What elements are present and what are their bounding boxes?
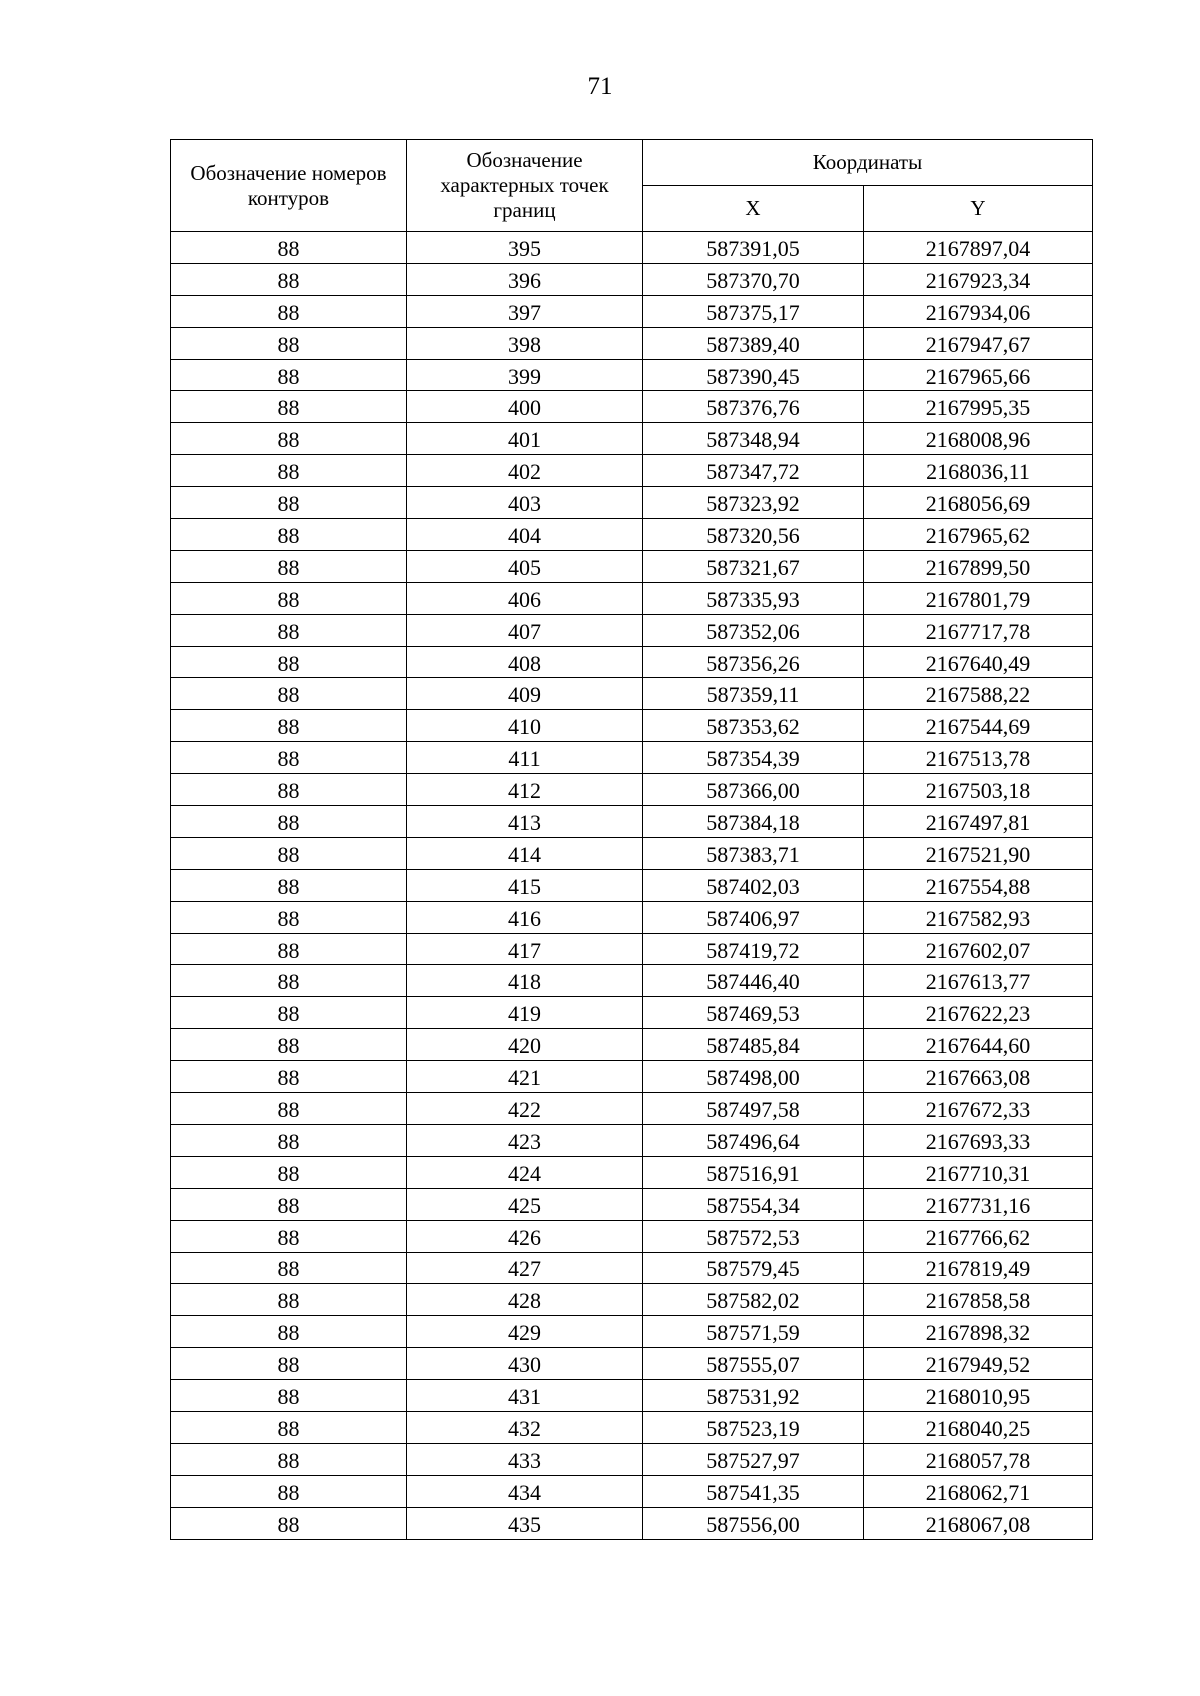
cell-contour: 88	[171, 295, 407, 327]
header-boundary-points: Обозначение характерных точек границ	[407, 140, 643, 232]
cell-contour: 88	[171, 1380, 407, 1412]
cell-point: 427	[407, 1252, 643, 1284]
cell-contour: 88	[171, 327, 407, 359]
cell-contour: 88	[171, 1061, 407, 1093]
cell-contour: 88	[171, 710, 407, 742]
cell-x: 587469,53	[643, 997, 864, 1029]
cell-x: 587555,07	[643, 1348, 864, 1380]
table-row	[171, 487, 1093, 519]
cell-point: 409	[407, 678, 643, 710]
cell-point: 399	[407, 359, 643, 391]
table-row	[171, 869, 1093, 901]
cell-y: 2167693,33	[864, 1124, 1093, 1156]
cell-x: 587406,97	[643, 901, 864, 933]
cell-contour: 88	[171, 263, 407, 295]
coordinates-table	[170, 139, 1093, 1540]
cell-x: 587366,00	[643, 774, 864, 806]
cell-x: 587554,34	[643, 1188, 864, 1220]
cell-y: 2167949,52	[864, 1348, 1093, 1380]
cell-x: 587485,84	[643, 1029, 864, 1061]
cell-point: 423	[407, 1124, 643, 1156]
cell-contour: 88	[171, 869, 407, 901]
cell-x: 587402,03	[643, 869, 864, 901]
cell-y: 2167521,90	[864, 837, 1093, 869]
cell-contour: 88	[171, 232, 407, 264]
cell-contour: 88	[171, 997, 407, 1029]
cell-contour: 88	[171, 646, 407, 678]
cell-point: 414	[407, 837, 643, 869]
cell-y: 2168056,69	[864, 487, 1093, 519]
table-row	[171, 646, 1093, 678]
cell-contour: 88	[171, 1507, 407, 1539]
cell-y: 2167672,33	[864, 1093, 1093, 1125]
cell-point: 404	[407, 519, 643, 551]
table-row	[171, 678, 1093, 710]
table-row	[171, 710, 1093, 742]
cell-point: 433	[407, 1443, 643, 1475]
table-row	[171, 1220, 1093, 1252]
table-row	[171, 1475, 1093, 1507]
cell-point: 426	[407, 1220, 643, 1252]
table-row	[171, 1061, 1093, 1093]
cell-point: 421	[407, 1061, 643, 1093]
table-row	[171, 774, 1093, 806]
table-row	[171, 806, 1093, 838]
cell-y: 2167899,50	[864, 550, 1093, 582]
cell-x: 587556,00	[643, 1507, 864, 1539]
cell-contour: 88	[171, 1348, 407, 1380]
cell-x: 587497,58	[643, 1093, 864, 1125]
cell-y: 2167766,62	[864, 1220, 1093, 1252]
table-row	[171, 1124, 1093, 1156]
cell-y: 2168057,78	[864, 1443, 1093, 1475]
cell-point: 429	[407, 1316, 643, 1348]
cell-y: 2167965,62	[864, 519, 1093, 551]
cell-contour: 88	[171, 678, 407, 710]
cell-x: 587498,00	[643, 1061, 864, 1093]
cell-y: 2167613,77	[864, 965, 1093, 997]
cell-y: 2167513,78	[864, 742, 1093, 774]
cell-contour: 88	[171, 487, 407, 519]
cell-point: 402	[407, 455, 643, 487]
header-y: Y	[864, 186, 1093, 232]
cell-contour: 88	[171, 1188, 407, 1220]
cell-point: 400	[407, 391, 643, 423]
cell-contour: 88	[171, 614, 407, 646]
cell-y: 2167503,18	[864, 774, 1093, 806]
cell-x: 587541,35	[643, 1475, 864, 1507]
cell-x: 587572,53	[643, 1220, 864, 1252]
cell-x: 587376,76	[643, 391, 864, 423]
cell-contour: 88	[171, 1411, 407, 1443]
cell-point: 408	[407, 646, 643, 678]
cell-point: 403	[407, 487, 643, 519]
cell-contour: 88	[171, 1124, 407, 1156]
cell-y: 2167995,35	[864, 391, 1093, 423]
cell-y: 2167897,04	[864, 232, 1093, 264]
cell-point: 428	[407, 1284, 643, 1316]
cell-y: 2167801,79	[864, 582, 1093, 614]
cell-point: 419	[407, 997, 643, 1029]
cell-y: 2168040,25	[864, 1411, 1093, 1443]
cell-point: 424	[407, 1156, 643, 1188]
cell-contour: 88	[171, 391, 407, 423]
cell-y: 2167947,67	[864, 327, 1093, 359]
cell-contour: 88	[171, 1252, 407, 1284]
cell-point: 425	[407, 1188, 643, 1220]
table-row	[171, 901, 1093, 933]
cell-contour: 88	[171, 965, 407, 997]
cell-y: 2167602,07	[864, 933, 1093, 965]
table-row	[171, 455, 1093, 487]
cell-y: 2167554,88	[864, 869, 1093, 901]
table-row	[171, 614, 1093, 646]
cell-x: 587375,17	[643, 295, 864, 327]
cell-contour: 88	[171, 1284, 407, 1316]
table-row	[171, 1380, 1093, 1412]
cell-y: 2167544,69	[864, 710, 1093, 742]
cell-point: 405	[407, 550, 643, 582]
cell-point: 401	[407, 423, 643, 455]
cell-contour: 88	[171, 1029, 407, 1061]
table-row	[171, 1188, 1093, 1220]
cell-x: 587391,05	[643, 232, 864, 264]
cell-x: 587516,91	[643, 1156, 864, 1188]
table-row	[171, 391, 1093, 423]
cell-contour: 88	[171, 359, 407, 391]
cell-point: 410	[407, 710, 643, 742]
table-row	[171, 423, 1093, 455]
cell-contour: 88	[171, 423, 407, 455]
cell-x: 587354,39	[643, 742, 864, 774]
cell-x: 587389,40	[643, 327, 864, 359]
cell-x: 587384,18	[643, 806, 864, 838]
table-row	[171, 1284, 1093, 1316]
cell-point: 406	[407, 582, 643, 614]
cell-point: 422	[407, 1093, 643, 1125]
cell-contour: 88	[171, 1093, 407, 1125]
table-row	[171, 359, 1093, 391]
cell-point: 431	[407, 1380, 643, 1412]
cell-contour: 88	[171, 742, 407, 774]
cell-contour: 88	[171, 774, 407, 806]
table-row	[171, 965, 1093, 997]
cell-contour: 88	[171, 1220, 407, 1252]
cell-x: 587352,06	[643, 614, 864, 646]
table-row	[171, 327, 1093, 359]
cell-x: 587496,64	[643, 1124, 864, 1156]
cell-y: 2167663,08	[864, 1061, 1093, 1093]
table-row	[171, 1411, 1093, 1443]
cell-x: 587527,97	[643, 1443, 864, 1475]
cell-contour: 88	[171, 1156, 407, 1188]
table-row	[171, 1316, 1093, 1348]
header-coordinates: Координаты	[643, 140, 1093, 186]
cell-contour: 88	[171, 519, 407, 551]
cell-y: 2167622,23	[864, 997, 1093, 1029]
table-row	[171, 1093, 1093, 1125]
table-row	[171, 1156, 1093, 1188]
cell-point: 415	[407, 869, 643, 901]
cell-x: 587523,19	[643, 1411, 864, 1443]
cell-y: 2168008,96	[864, 423, 1093, 455]
cell-x: 587356,26	[643, 646, 864, 678]
table-row	[171, 742, 1093, 774]
header-x: X	[643, 186, 864, 232]
cell-y: 2168067,08	[864, 1507, 1093, 1539]
cell-x: 587383,71	[643, 837, 864, 869]
cell-x: 587348,94	[643, 423, 864, 455]
cell-y: 2168010,95	[864, 1380, 1093, 1412]
cell-contour: 88	[171, 1443, 407, 1475]
cell-y: 2167497,81	[864, 806, 1093, 838]
cell-x: 587582,02	[643, 1284, 864, 1316]
table-row	[171, 295, 1093, 327]
table-row	[171, 1443, 1093, 1475]
cell-point: 416	[407, 901, 643, 933]
cell-x: 587335,93	[643, 582, 864, 614]
cell-x: 587579,45	[643, 1252, 864, 1284]
cell-y: 2167934,06	[864, 295, 1093, 327]
cell-x: 587571,59	[643, 1316, 864, 1348]
cell-point: 407	[407, 614, 643, 646]
cell-x: 587531,92	[643, 1380, 864, 1412]
cell-x: 587323,92	[643, 487, 864, 519]
cell-point: 397	[407, 295, 643, 327]
cell-y: 2167965,66	[864, 359, 1093, 391]
cell-x: 587353,62	[643, 710, 864, 742]
cell-x: 587419,72	[643, 933, 864, 965]
cell-point: 413	[407, 806, 643, 838]
table-row	[171, 1029, 1093, 1061]
cell-point: 395	[407, 232, 643, 264]
cell-y: 2167588,22	[864, 678, 1093, 710]
table-row	[171, 933, 1093, 965]
cell-contour: 88	[171, 550, 407, 582]
table-row	[171, 1348, 1093, 1380]
cell-x: 587370,70	[643, 263, 864, 295]
cell-contour: 88	[171, 455, 407, 487]
table-row	[171, 837, 1093, 869]
cell-y: 2167898,32	[864, 1316, 1093, 1348]
cell-point: 411	[407, 742, 643, 774]
cell-point: 417	[407, 933, 643, 965]
cell-point: 432	[407, 1411, 643, 1443]
table-row	[171, 550, 1093, 582]
cell-x: 587446,40	[643, 965, 864, 997]
cell-x: 587390,45	[643, 359, 864, 391]
cell-point: 420	[407, 1029, 643, 1061]
cell-y: 2167640,49	[864, 646, 1093, 678]
cell-y: 2167923,34	[864, 263, 1093, 295]
cell-contour: 88	[171, 933, 407, 965]
table-body	[171, 232, 1093, 1540]
cell-x: 587321,67	[643, 550, 864, 582]
table-row	[171, 997, 1093, 1029]
cell-y: 2167717,78	[864, 614, 1093, 646]
cell-y: 2167731,16	[864, 1188, 1093, 1220]
table-row	[171, 1507, 1093, 1539]
table-row	[171, 519, 1093, 551]
table-row	[171, 582, 1093, 614]
cell-y: 2168036,11	[864, 455, 1093, 487]
cell-point: 435	[407, 1507, 643, 1539]
cell-contour: 88	[171, 837, 407, 869]
header-contour-numbers: Обозначение номеров контуров	[171, 140, 407, 232]
cell-point: 396	[407, 263, 643, 295]
cell-x: 587320,56	[643, 519, 864, 551]
cell-point: 412	[407, 774, 643, 806]
cell-point: 398	[407, 327, 643, 359]
cell-point: 418	[407, 965, 643, 997]
page-number: 71	[587, 73, 613, 100]
table-row	[171, 232, 1093, 264]
cell-y: 2167644,60	[864, 1029, 1093, 1061]
cell-contour: 88	[171, 1475, 407, 1507]
cell-y: 2167819,49	[864, 1252, 1093, 1284]
table-row	[171, 1252, 1093, 1284]
cell-contour: 88	[171, 582, 407, 614]
cell-y: 2167582,93	[864, 901, 1093, 933]
cell-x: 587347,72	[643, 455, 864, 487]
cell-point: 430	[407, 1348, 643, 1380]
table-row	[171, 263, 1093, 295]
cell-x: 587359,11	[643, 678, 864, 710]
cell-y: 2168062,71	[864, 1475, 1093, 1507]
cell-contour: 88	[171, 901, 407, 933]
cell-contour: 88	[171, 1316, 407, 1348]
cell-y: 2167710,31	[864, 1156, 1093, 1188]
cell-y: 2167858,58	[864, 1284, 1093, 1316]
cell-point: 434	[407, 1475, 643, 1507]
cell-contour: 88	[171, 806, 407, 838]
